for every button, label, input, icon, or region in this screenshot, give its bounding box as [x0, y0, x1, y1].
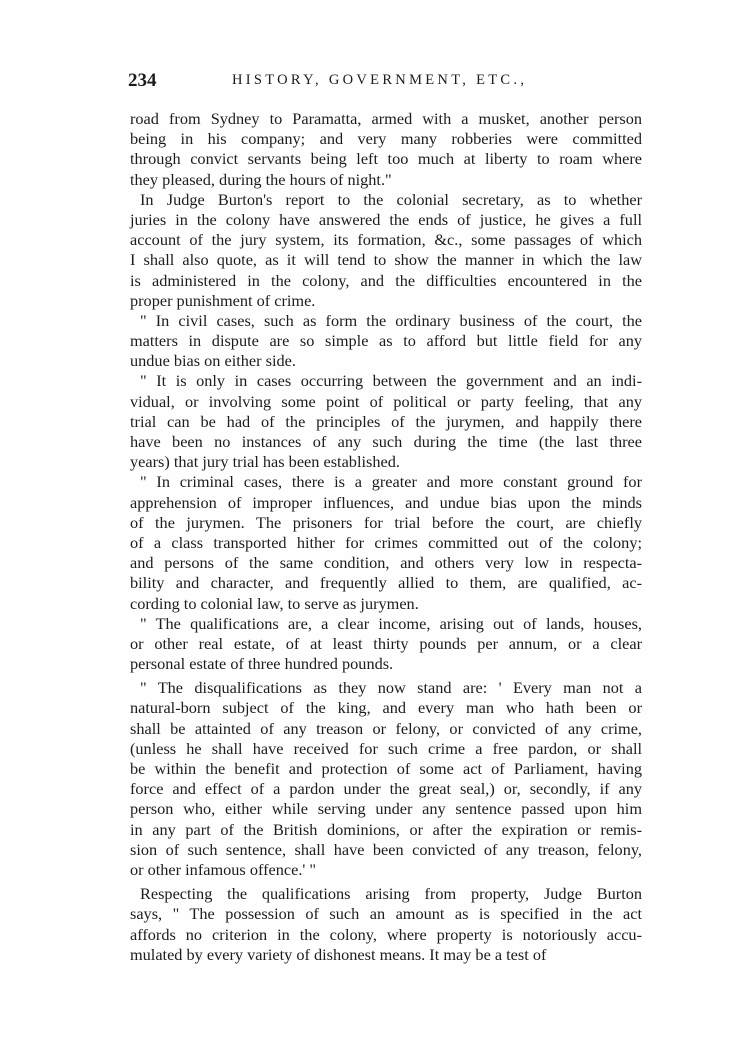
text-line: undue bias on either side. [130, 351, 296, 371]
text-line: proper punishment of crime. [130, 290, 316, 310]
text-line: person who, either while serving under any sentence passed upon him [130, 799, 642, 819]
text-line: matters in dispute are so simple as to afford but little field for any [130, 331, 642, 351]
text-line: of a class transported hither for crimes committed out of the colony; [130, 532, 642, 552]
paragraph [130, 371, 642, 472]
text-line: " In civil cases, such as form the ordinary business of the court, the [140, 310, 642, 330]
text-line: years) that jury trial has been established. [130, 452, 400, 472]
paragraph [130, 109, 642, 190]
paragraph [130, 190, 642, 311]
text-line: vidual, or involving some point of political or party feeling, that any [130, 391, 642, 411]
text-line: in any part of the British dominions, or after the expiration or remis- [130, 819, 642, 839]
text-line: " In criminal cases, there is a greater and more constant ground for [140, 472, 642, 492]
text-line: force and effect of a pardon under the great seal,) or, secondly, if any [130, 779, 642, 799]
text-line: and persons of the same condition, and others very low in respecta- [130, 553, 642, 573]
paragraph [130, 311, 642, 372]
text-line: personal estate of three hundred pounds. [130, 654, 394, 674]
text-line: bility and character, and frequently allied to them, are qualified, ac- [130, 573, 642, 593]
text-line: is administered in the colony, and the difficulties encountered in the [130, 270, 642, 290]
paragraph [130, 678, 642, 880]
text-line: have been no instances of any such during the time (the last three [130, 432, 642, 451]
text-line: " It is only in cases occurring between the government and an indi- [140, 371, 642, 391]
text-line: affords no criterion in the colony, where property is notoriously accu- [130, 924, 642, 944]
text-line: trial can be had of the principles of the jurymen, and happily there [130, 411, 642, 431]
text-line: In Judge Burton's report to the colonial secretary, as to whether [140, 189, 642, 209]
text-line: Respecting the qualifications arising from property, Judge Burton [140, 884, 642, 904]
text-line: being in his company; and very many robberies were committed [130, 129, 642, 149]
text-line: cording to colonial law, to serve as jurymen. [130, 593, 419, 613]
text-line: shall be attainted of any treason or felony, or convicted of any crime, [130, 718, 642, 738]
text-line: sion of such sentence, shall have been convicted of any treason, felony, [130, 839, 642, 859]
text-line: they pleased, during the hours of night." [130, 169, 392, 189]
paragraph [130, 884, 642, 965]
text-line: account of the jury system, its formation, &c., some passages of which [130, 230, 642, 250]
text-line: I shall also quote, as it will tend to show the manner in which the law [130, 250, 642, 270]
text-line: mulated by every variety of dishonest means. It may be a test of [130, 944, 547, 964]
text-line: or other infamous offence.' " [130, 859, 317, 879]
text-line: through convict servants being left too much at liberty to roam where [130, 149, 642, 169]
running-title: HISTORY, GOVERNMENT, ETC., [232, 72, 528, 88]
text-line: natural-born subject of the king, and every man who hath been or [130, 698, 642, 718]
text-line: says, " The possession of such an amount as is specified in the act [130, 904, 642, 924]
body-text [130, 109, 642, 965]
text-line: " The disqualifications as they now stand are: ' Every man not a [140, 678, 642, 698]
text-line: juries in the colony have answered the ends of justice, he gives a full [130, 209, 642, 229]
page-number: 234 [128, 70, 157, 91]
text-line: " The qualifications are, a clear income, arising out of lands, houses, [140, 613, 642, 633]
paragraph [130, 614, 642, 675]
paragraph [130, 472, 642, 613]
text-line: apprehension of improper influences, and undue bias upon the minds [130, 492, 642, 512]
page-header [128, 70, 648, 96]
text-line: (unless he shall have received for such crime a free pardon, or shall [130, 738, 642, 758]
text-line: of the jurymen. The prisoners for trial before the court, are chiefly [130, 512, 642, 532]
text-line: road from Sydney to Paramatta, armed with a musket, another person [130, 109, 642, 128]
text-line: be within the benefit and protection of some act of Parliament, having [130, 759, 642, 778]
text-line: or other real estate, of at least thirty pounds per annum, or a clear [130, 633, 642, 653]
